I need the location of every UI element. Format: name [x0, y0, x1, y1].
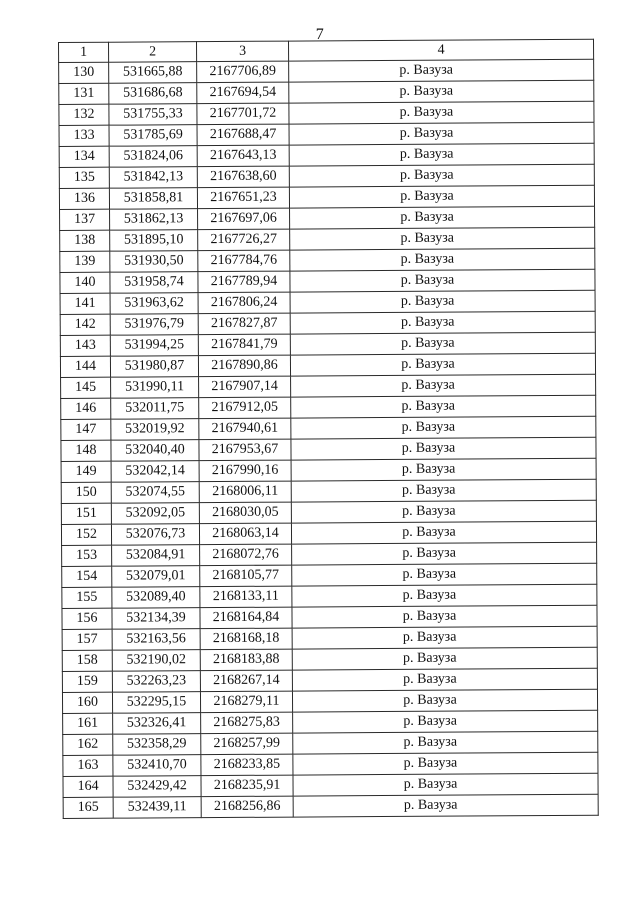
cell-point-number: 143	[60, 335, 110, 356]
cell-point-number: 164	[63, 776, 113, 797]
cell-description: р. Вазуза	[291, 437, 596, 460]
cell-description: р. Вазуза	[293, 752, 598, 775]
cell-description: р. Вазуза	[291, 374, 596, 397]
coordinates-table	[58, 39, 599, 819]
cell-y: 2168233,85	[201, 754, 293, 776]
cell-point-number: 137	[60, 209, 110, 230]
cell-description: р. Вазуза	[290, 248, 595, 271]
cell-description: р. Вазуза	[291, 395, 596, 418]
cell-y: 2167726,27	[198, 229, 290, 251]
cell-point-number: 160	[62, 692, 112, 713]
cell-point-number: 163	[63, 755, 113, 776]
cell-x: 531858,81	[109, 188, 197, 210]
column-header-x: 2	[109, 42, 197, 63]
cell-x: 531686,68	[109, 83, 197, 105]
cell-y: 2168072,76	[200, 544, 292, 566]
cell-point-number: 153	[62, 545, 112, 566]
cell-y: 2168164,84	[200, 607, 292, 629]
cell-point-number: 133	[59, 125, 109, 146]
cell-description: р. Вазуза	[289, 101, 594, 124]
cell-description: р. Вазуза	[293, 710, 598, 733]
cell-point-number: 161	[63, 713, 113, 734]
cell-y: 2168006,11	[199, 481, 291, 503]
cell-x: 531976,79	[110, 314, 198, 336]
cell-x: 532089,40	[112, 587, 200, 609]
cell-point-number: 138	[60, 230, 110, 251]
cell-x: 532190,02	[112, 650, 200, 672]
cell-y: 2167827,87	[198, 313, 290, 335]
cell-y: 2167701,72	[197, 103, 289, 125]
cell-point-number: 162	[63, 734, 113, 755]
cell-point-number: 155	[62, 587, 112, 608]
cell-description: р. Вазуза	[292, 584, 597, 607]
cell-point-number: 148	[61, 440, 111, 461]
cell-y: 2167638,60	[197, 166, 289, 188]
cell-x: 532439,11	[113, 797, 201, 819]
cell-x: 532134,39	[112, 608, 200, 630]
cell-description: р. Вазуза	[291, 500, 596, 523]
cell-y: 2168168,18	[200, 628, 292, 650]
cell-x: 531958,74	[110, 272, 198, 294]
cell-point-number: 150	[61, 482, 111, 503]
cell-point-number: 154	[62, 566, 112, 587]
cell-y: 2167890,86	[198, 355, 290, 377]
cell-y: 2168235,91	[201, 775, 293, 797]
cell-y: 2167688,47	[197, 124, 289, 146]
cell-point-number: 165	[63, 797, 113, 818]
cell-x: 532358,29	[113, 734, 201, 756]
cell-description: р. Вазуза	[291, 458, 596, 481]
cell-description: р. Вазуза	[290, 227, 595, 250]
cell-y: 2168267,14	[200, 670, 292, 692]
cell-y: 2168279,11	[200, 691, 292, 713]
cell-x: 532092,05	[111, 503, 199, 525]
cell-description: р. Вазуза	[293, 731, 598, 754]
cell-point-number: 134	[59, 146, 109, 167]
cell-description: р. Вазуза	[293, 794, 598, 817]
cell-point-number: 147	[61, 419, 111, 440]
cell-point-number: 144	[60, 356, 110, 377]
cell-point-number: 131	[59, 83, 109, 104]
column-header-y: 3	[197, 41, 289, 62]
cell-description: р. Вазуза	[291, 416, 596, 439]
cell-y: 2168183,88	[200, 649, 292, 671]
cell-y: 2168275,83	[201, 712, 293, 734]
cell-y: 2168256,86	[201, 796, 293, 818]
cell-x: 532076,73	[111, 524, 199, 546]
cell-y: 2167990,16	[199, 460, 291, 482]
cell-x: 532011,75	[111, 398, 199, 420]
cell-x: 531990,11	[111, 377, 199, 399]
cell-point-number: 152	[61, 524, 111, 545]
cell-x: 531862,13	[110, 209, 198, 231]
cell-y: 2167784,76	[198, 250, 290, 272]
cell-x: 532263,23	[112, 671, 200, 693]
cell-description: р. Вазуза	[290, 290, 595, 313]
cell-description: р. Вазуза	[289, 164, 594, 187]
cell-x: 531994,25	[110, 335, 198, 357]
cell-description: р. Вазуза	[292, 647, 597, 670]
cell-y: 2167953,67	[199, 439, 291, 461]
cell-y: 2167806,24	[198, 292, 290, 314]
cell-x: 532074,55	[111, 482, 199, 504]
cell-point-number: 139	[60, 251, 110, 272]
cell-x: 532019,92	[111, 419, 199, 441]
cell-point-number: 151	[61, 503, 111, 524]
cell-y: 2167643,13	[197, 145, 289, 167]
cell-x: 532410,70	[113, 755, 201, 777]
cell-point-number: 140	[60, 272, 110, 293]
cell-x: 532326,41	[113, 713, 201, 735]
cell-description: р. Вазуза	[292, 668, 597, 691]
cell-x: 531963,62	[110, 293, 198, 315]
cell-y: 2167912,05	[199, 397, 291, 419]
cell-description: р. Вазуза	[292, 542, 597, 565]
cell-x: 532084,91	[112, 545, 200, 567]
cell-description: р. Вазуза	[292, 563, 597, 586]
cell-x: 531980,87	[110, 356, 198, 378]
cell-y: 2167907,14	[199, 376, 291, 398]
cell-y: 2168030,05	[199, 502, 291, 524]
cell-point-number: 159	[62, 671, 112, 692]
cell-x: 532163,56	[112, 629, 200, 651]
cell-point-number: 145	[61, 377, 111, 398]
cell-point-number: 146	[61, 398, 111, 419]
cell-y: 2167789,94	[198, 271, 290, 293]
cell-description: р. Вазуза	[291, 521, 596, 544]
cell-y: 2168063,14	[199, 523, 291, 545]
cell-y: 2167694,54	[197, 82, 289, 104]
cell-x: 531824,06	[109, 146, 197, 168]
cell-x: 531842,13	[109, 167, 197, 189]
cell-point-number: 156	[62, 608, 112, 629]
cell-description: р. Вазуза	[291, 479, 596, 502]
cell-x: 531930,50	[110, 251, 198, 273]
cell-description: р. Вазуза	[292, 605, 597, 628]
cell-x: 532079,01	[112, 566, 200, 588]
cell-point-number: 130	[59, 62, 109, 83]
column-header-point-number: 1	[59, 42, 109, 62]
cell-x: 532429,42	[113, 776, 201, 798]
cell-description: р. Вазуза	[292, 626, 597, 649]
cell-point-number: 132	[59, 104, 109, 125]
cell-point-number: 136	[59, 188, 109, 209]
cell-y: 2167651,23	[197, 187, 289, 209]
cell-point-number: 149	[61, 461, 111, 482]
cell-x: 532040,40	[111, 440, 199, 462]
cell-point-number: 158	[62, 650, 112, 671]
cell-description: р. Вазуза	[290, 269, 595, 292]
cell-description: р. Вазуза	[292, 689, 597, 712]
cell-description: р. Вазуза	[290, 311, 595, 334]
cell-x: 531895,10	[110, 230, 198, 252]
cell-point-number: 135	[59, 167, 109, 188]
cell-description: р. Вазуза	[289, 143, 594, 166]
cell-point-number: 157	[62, 629, 112, 650]
cell-x: 531785,69	[109, 125, 197, 147]
cell-description: р. Вазуза	[290, 332, 595, 355]
table-row	[63, 794, 598, 818]
cell-x: 531755,33	[109, 104, 197, 126]
cell-description: р. Вазуза	[290, 206, 595, 229]
cell-y: 2167841,79	[198, 334, 290, 356]
cell-x: 532295,15	[112, 692, 200, 714]
cell-description: р. Вазуза	[289, 122, 594, 145]
cell-y: 2168133,11	[200, 586, 292, 608]
cell-description: р. Вазуза	[293, 773, 598, 796]
cell-y: 2167706,89	[197, 61, 289, 83]
cell-point-number: 141	[60, 293, 110, 314]
table-body	[59, 59, 599, 818]
cell-y: 2168257,99	[201, 733, 293, 755]
cell-description: р. Вазуза	[289, 185, 594, 208]
cell-description: р. Вазуза	[289, 59, 594, 82]
cell-point-number: 142	[60, 314, 110, 335]
cell-description: р. Вазуза	[290, 353, 595, 376]
cell-x: 531665,88	[109, 62, 197, 84]
column-header-description: 4	[288, 39, 593, 61]
cell-description: р. Вазуза	[289, 80, 594, 103]
cell-y: 2167697,06	[198, 208, 290, 230]
page-number: 7	[315, 26, 325, 43]
cell-x: 532042,14	[111, 461, 199, 483]
cell-y: 2168105,77	[200, 565, 292, 587]
cell-y: 2167940,61	[199, 418, 291, 440]
